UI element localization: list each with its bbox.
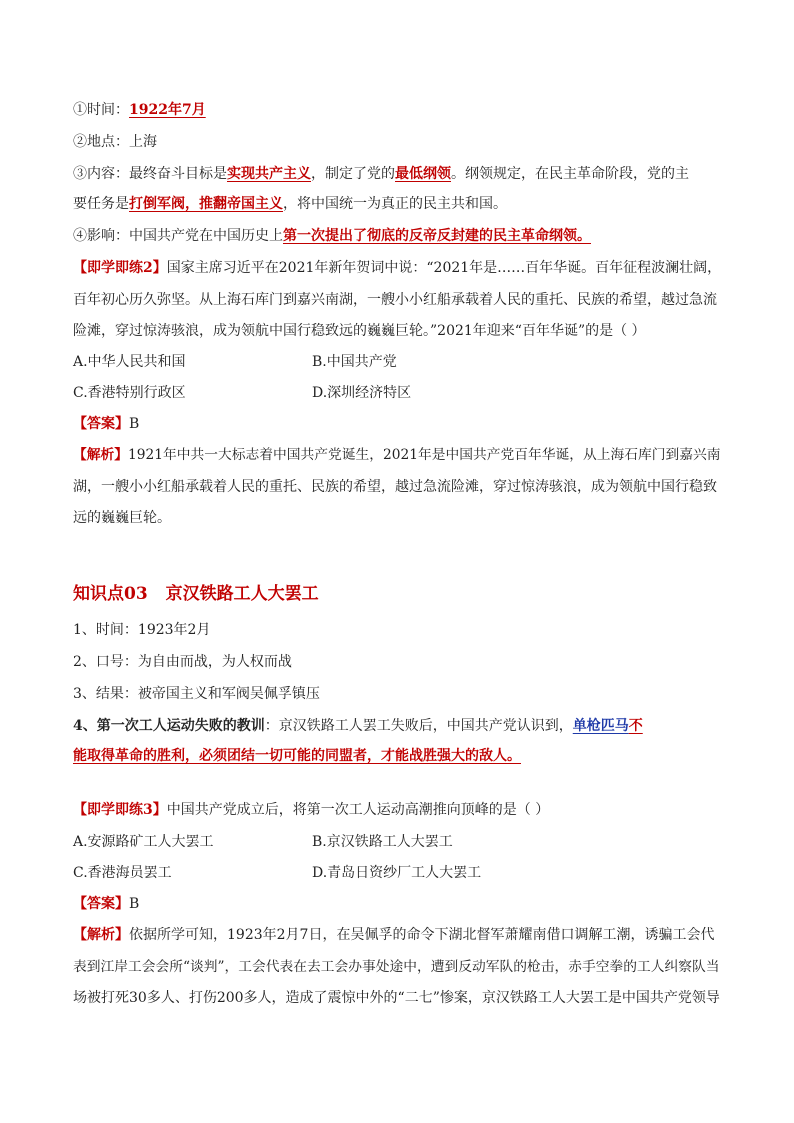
section-heading	[73, 582, 319, 606]
impact-line	[73, 226, 591, 246]
q3-answer-line	[73, 894, 139, 914]
answer-value: B	[129, 416, 140, 432]
q2-analysis-line-1	[73, 445, 721, 465]
q3-option-d: D.青岛日资纱厂工人大罢工	[312, 865, 482, 881]
section-number: 知识点03	[73, 584, 148, 604]
content-highlight-task: 打倒军阀，推翻帝国主义	[129, 196, 283, 212]
analysis-tag: 【解析】	[73, 447, 129, 463]
content-line-2	[73, 194, 507, 214]
practice-tag: 【即学即练2】	[73, 260, 167, 276]
answer-value: B	[129, 896, 140, 912]
time-label: ①时间：	[73, 102, 129, 118]
q3-option-b: B.京汉铁路工人大罢工	[312, 834, 453, 850]
q3-option-c: C.香港海员罢工	[73, 865, 172, 881]
q2-analysis-line-2: 湖，一艘小小红船承载着人民的重托、民族的希望，越过急流险滩，穿过惊涛骇浪，成为领航中国行稳致	[73, 479, 717, 495]
q2-option-c: C.香港特别行政区	[73, 385, 186, 401]
k3-point-4-line-2	[73, 746, 521, 766]
content-highlight-communism: 实现共产主义	[227, 166, 311, 182]
time-line	[73, 100, 206, 120]
content-line-1	[73, 164, 689, 184]
q2-line-3: 险滩，穿过惊涛骇浪，成为领航中国行稳致远的巍巍巨轮。”2021年迎来“百年华诞”的是（ ）	[73, 323, 646, 339]
place-line: ②地点：上海	[73, 134, 157, 150]
q3-option-a: A.安源路矿工人大罢工	[73, 834, 214, 850]
content-text: 要任务是	[73, 196, 129, 212]
q2-line-1	[73, 258, 721, 278]
q2-answer-line	[73, 414, 139, 434]
analysis-tag: 【解析】	[73, 927, 129, 943]
content-text: ，制定了党的	[311, 166, 395, 182]
practice-tag: 【即学即练3】	[73, 802, 167, 818]
question-text: 国家主席习近平在2021年新年贺词中说：“2021年是……百年华诞。百年征程波澜壮阔，	[166, 260, 722, 276]
k3-point-2: 2、口号：为自由而战，为人权而战	[73, 654, 292, 670]
content-text: ，将中国统一为真正的民主共和国。	[283, 196, 507, 212]
q3-line-1	[73, 800, 549, 820]
content-text: ③内容：最终奋斗目标是	[73, 166, 227, 182]
time-value: 1922年7月	[129, 102, 206, 118]
analysis-text: 依据所学可知，1923年2月7日，在吴佩孚的命令下湖北督军萧耀南借口调解工潮，诱骗工会代	[129, 927, 715, 943]
lesson-label: 4、第一次工人运动失败的教训	[73, 718, 265, 734]
impact-highlight: 第一次提出了彻底的反帝反封建的民主革命纲领。	[283, 228, 591, 244]
q2-line-2: 百年初心历久弥坚。从上海石库门到嘉兴南湖，一艘小小红船承载着人民的重托、民族的希望，越过急流	[73, 292, 717, 308]
k3-point-4-line-1	[73, 716, 643, 736]
answer-tag: 【答案】	[73, 896, 129, 912]
lesson-text: ：京汉铁路工人罢工失败后，中国共产党认识到，	[264, 718, 573, 734]
lesson-highlight-red: 不	[628, 718, 643, 734]
q3-analysis-line-3: 场被打死30多人、打伤200多人，造成了震惊中外的“二七”惨案，京汉铁路工人大罢工是中国共产党领导	[73, 990, 720, 1006]
q3-analysis-line-1	[73, 925, 714, 945]
question-text: 中国共产党成立后，将第一次工人运动高潮推向顶峰的是（ ）	[166, 802, 550, 818]
k3-point-3: 3、结果：被帝国主义和军阀吴佩孚镇压	[73, 686, 320, 702]
lesson-highlight-blue: 单枪匹马	[572, 718, 629, 734]
section-title: 京汉铁路工人大罢工	[165, 584, 319, 604]
content-text: 。纲领规定，在民主革命阶段，党的主	[451, 166, 689, 182]
impact-text: ④影响：中国共产党在中国历史上	[73, 228, 283, 244]
k3-point-1: 1、时间：1923年2月	[73, 622, 211, 638]
content-highlight-minimum-program: 最低纲领	[395, 166, 451, 182]
answer-tag: 【答案】	[73, 416, 129, 432]
lesson-highlight-red-2: 能取得革命的胜利，必须团结一切可能的同盟者，才能战胜强大的敌人。	[73, 748, 521, 764]
q2-analysis-line-3: 远的巍巍巨轮。	[73, 510, 171, 526]
analysis-text: 1921年中共一大标志着中国共产党诞生，2021年是中国共产党百年华诞，从上海石库门到嘉兴南	[128, 447, 721, 463]
q3-analysis-line-2: 表到江岸工会会所“谈判”，工会代表在去工会办事处途中，遭到反动军队的枪击，赤手空拳的工人纠察队当	[73, 959, 720, 975]
q2-option-b: B.中国共产党	[312, 354, 397, 370]
q2-option-a: A.中华人民共和国	[73, 354, 186, 370]
q2-option-d: D.深圳经济特区	[312, 385, 412, 401]
